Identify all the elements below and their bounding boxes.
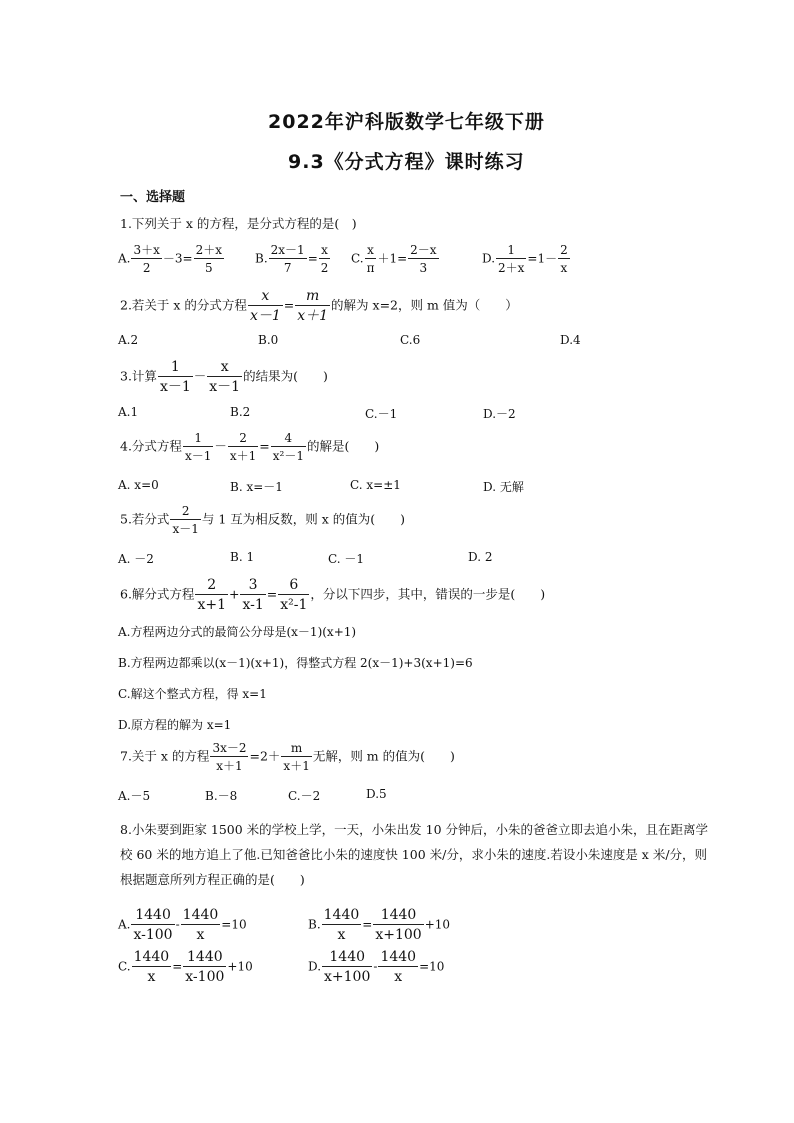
question-5-option-a[interactable]: A. －2 — [118, 552, 154, 566]
question-1-option-a[interactable]: A. $\frac{3+x}{2}$ －3= $\frac{2+x}{5}$ — [118, 243, 222, 275]
question-3-option-a[interactable]: A.1 — [118, 405, 139, 419]
question-7-stem: 7.关于 x 的方程 $\frac{3x-2}{x+1}$ =2＋ $\frac{m}{x+1}$ 无解，则 m 的值为( ) — [120, 741, 455, 773]
question-2-option-a[interactable]: A.2 — [118, 333, 139, 347]
question-7-option-a[interactable]: A.－5 — [118, 789, 151, 803]
question-8-option-d[interactable]: D. $\frac{1440}{x+100}$ - $\frac{1440}{x}$ =10 — [308, 949, 445, 985]
question-2-option-d[interactable]: D.4 — [560, 333, 581, 347]
page-title: 2022年沪科版数学七年级下册 — [268, 111, 545, 133]
question-3-option-b[interactable]: B.2 — [230, 405, 251, 419]
question-1-option-b[interactable]: B. $\frac{2x-1}{7}$ = $\frac{x}{2}$ — [255, 243, 329, 275]
question-8-stem: 8.小朱要到距家 1500 米的学校上学，一天，小朱出发 10 分钟后，小朱的爸爸立即去追小朱，且在距离学校 60 米的地方追上了他.已知爸爸比小朱的速度快 100 米/分，求小朱的速度.若设小朱速度是 x 米/分，则根据题意所列方程正确的是( ) — [120, 822, 709, 887]
section-heading: 一、选择题 — [120, 190, 186, 205]
question-4-option-d[interactable]: D. 无解 — [483, 480, 524, 494]
question-5-option-c[interactable]: C. －1 — [328, 552, 365, 566]
question-5-option-d[interactable]: D. 2 — [468, 550, 493, 564]
question-6-stem: 6.解分式方程 $\frac{2}{x+1}$ + $\frac{3}{x-1}$ = $\frac{6}{\text{x²-1}}$ ，分以下四步，其中，错误的一步是( ) — [120, 577, 546, 613]
question-2-option-c[interactable]: C.6 — [400, 333, 421, 347]
question-7-option-c[interactable]: C.－2 — [288, 789, 321, 803]
page-subtitle: 9.3《分式方程》课时练习 — [288, 151, 525, 173]
question-6-option-d[interactable]: D.原方程的解为 x=1 — [118, 718, 232, 732]
question-3-option-d[interactable]: D.－2 — [483, 407, 516, 421]
question-1-option-c[interactable]: C. $\frac{x}{\pi}$ ＋1= $\frac{2-x}{3}$ — [351, 243, 437, 275]
question-2-option-b[interactable]: B.0 — [258, 333, 279, 347]
question-8-option-b[interactable]: B. $\frac{1440}{x}$ = $\frac{1440}{x+100}$ +10 — [308, 907, 451, 943]
question-3-stem: 3.计算 $\frac{1}{x-1}$ － $\frac{x}{x-1}$ 的结果为( ) — [120, 359, 328, 395]
question-4-option-a[interactable]: A. x=0 — [118, 478, 159, 492]
question-8-option-c[interactable]: C. $\frac{1440}{x}$ = $\frac{1440}{x-100}$ +10 — [118, 949, 253, 985]
question-4-option-b[interactable]: B. x=－1 — [230, 480, 283, 494]
question-3-option-c[interactable]: C.－1 — [365, 407, 398, 421]
question-7-option-d[interactable]: D.5 — [366, 787, 387, 801]
question-8-option-a[interactable]: A. $\frac{1440}{x-100}$ - $\frac{1440}{x}$ =10 — [118, 907, 247, 943]
question-7-option-b[interactable]: B.－8 — [205, 789, 238, 803]
question-1-stem: 1.下列关于 x 的方程，是分式方程的是( ) — [120, 216, 357, 231]
question-6-option-b[interactable]: B.方程两边都乘以(x－1)(x+1)，得整式方程 2(x－1)+3(x+1)=6 — [118, 656, 473, 670]
question-5-stem: 5.若分式 $\frac{2}{x-1}$ 与 1 互为相反数，则 x 的值为( ) — [120, 504, 405, 536]
question-5-option-b[interactable]: B. 1 — [230, 550, 255, 564]
question-4-option-c[interactable]: C. x=±1 — [350, 478, 401, 492]
question-1-option-d[interactable]: D. $\frac{1}{2+x}$ =1－ $\frac{2}{x}$ — [482, 243, 568, 275]
question-2-stem: 2.若关于 x 的分式方程 $\frac{x}{x-1}$ = $\frac{m}{x+1}$ 的解为 x=2，则 m 值为（ ） — [120, 288, 518, 324]
question-6-option-c[interactable]: C.解这个整式方程，得 x=1 — [118, 687, 267, 701]
question-6-option-a[interactable]: A.方程两边分式的最简公分母是(x－1)(x+1) — [118, 625, 357, 639]
question-4-stem: 4.分式方程 $\frac{1}{x-1}$ － $\frac{2}{x+1}$ = $\frac{4}{\text{x²－1}}$ 的解是( ) — [120, 431, 380, 463]
